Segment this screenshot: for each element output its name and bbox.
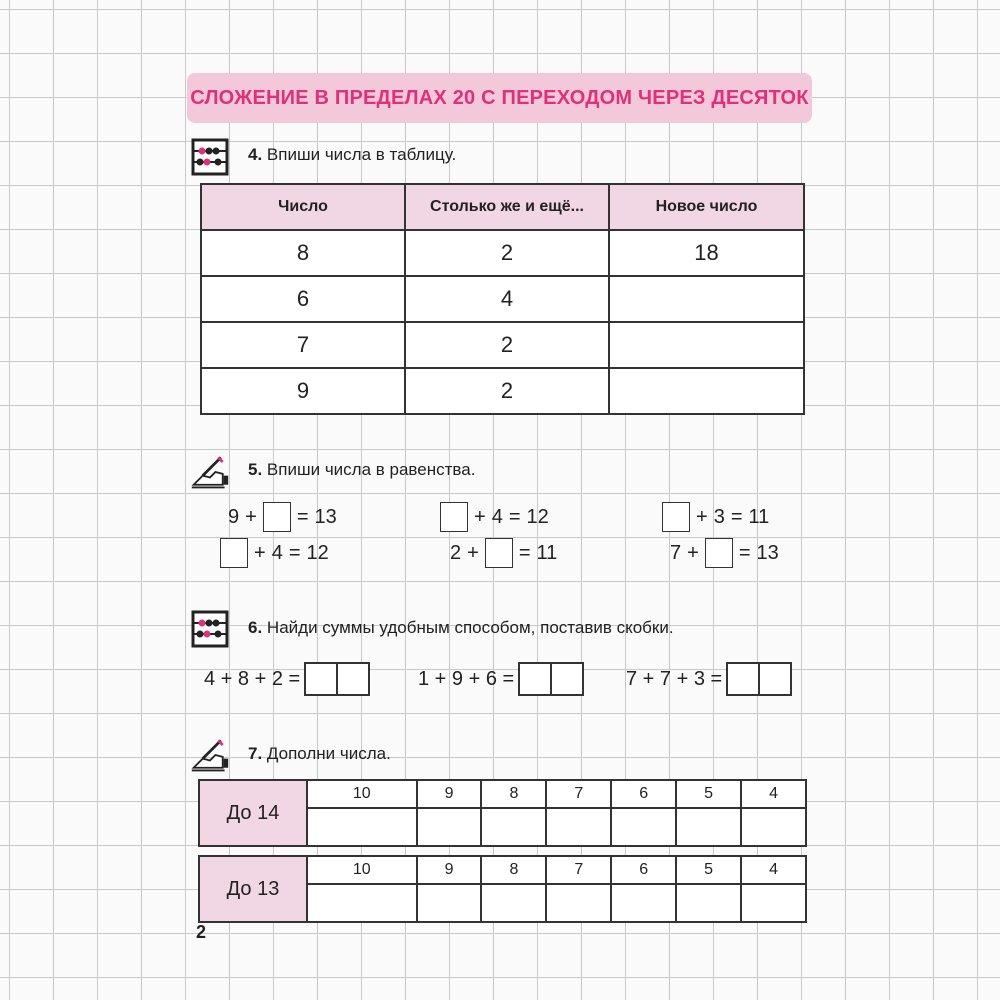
answer-box[interactable]	[263, 502, 291, 532]
answer-cell[interactable]	[676, 808, 741, 846]
table-cell: 4	[405, 276, 609, 322]
answer-cell[interactable]	[546, 884, 611, 922]
task-6-heading	[248, 618, 674, 638]
result: 11	[536, 541, 558, 564]
table-row	[199, 856, 806, 884]
equals-sign: =	[296, 505, 309, 528]
expression-text: 1 + 9 + 6 =	[418, 667, 515, 690]
table-cell: 9	[417, 780, 482, 808]
table-cell: 8	[481, 856, 546, 884]
operator: +	[467, 541, 479, 564]
row-label: До 13	[199, 856, 307, 922]
answer-cell[interactable]	[546, 808, 611, 846]
answer-box[interactable]	[662, 502, 690, 532]
table-cell: 6	[201, 276, 405, 322]
task-instruction: Дополни числа.	[266, 744, 391, 763]
task-number: 6.	[248, 618, 263, 637]
operator: +	[687, 541, 699, 564]
writing-hand-icon	[190, 735, 230, 775]
two-digit-answer-box[interactable]	[726, 662, 792, 696]
operand: 4	[491, 505, 503, 528]
operand: 3	[713, 505, 725, 528]
table-cell: 9	[417, 856, 482, 884]
result: 13	[314, 505, 337, 528]
operator: +	[474, 505, 486, 528]
operand: 2	[450, 541, 462, 564]
sum-expression	[418, 662, 584, 696]
answer-cell[interactable]	[676, 884, 741, 922]
answer-cell[interactable]	[741, 808, 806, 846]
table-cell[interactable]: 18	[609, 230, 804, 276]
equation	[228, 502, 337, 532]
task-7-heading	[248, 744, 391, 764]
answer-cell[interactable]	[609, 322, 804, 368]
task-instruction: Впиши числа в равенства.	[266, 460, 476, 479]
result: 12	[306, 541, 329, 564]
abacus-icon	[190, 137, 230, 177]
answer-cell[interactable]	[481, 884, 546, 922]
table-row	[199, 780, 806, 808]
task-5-heading	[248, 460, 475, 480]
page-number: 2	[196, 922, 207, 942]
task-number: 7.	[248, 744, 263, 763]
column-header: Новое число	[609, 184, 804, 230]
result: 12	[526, 505, 549, 528]
table-cell: 6	[611, 780, 676, 808]
table-cell: 8	[201, 230, 405, 276]
table-cell: 2	[405, 230, 609, 276]
table-cell: 6	[611, 856, 676, 884]
two-digit-answer-box[interactable]	[304, 662, 370, 696]
page-title: СЛОЖЕНИЕ В ПРЕДЕЛАХ 20 С ПЕРЕХОДОМ ЧЕРЕЗ ДЕСЯТОК	[187, 73, 812, 123]
answer-cell[interactable]	[609, 368, 804, 414]
answer-box[interactable]	[440, 502, 468, 532]
table-cell: 8	[481, 780, 546, 808]
table-cell: 4	[741, 780, 806, 808]
table-cell: 7	[546, 856, 611, 884]
table-cell: 5	[676, 856, 741, 884]
task-4-heading	[248, 145, 456, 165]
equals-sign: =	[288, 541, 301, 564]
task-number: 4.	[248, 145, 263, 164]
two-digit-answer-box[interactable]	[518, 662, 584, 696]
equation	[450, 538, 557, 568]
operand: 4	[271, 541, 283, 564]
answer-box[interactable]	[705, 538, 733, 568]
table-cell: 9	[201, 368, 405, 414]
table-header-row	[201, 184, 804, 230]
table-cell: 4	[741, 856, 806, 884]
operator: +	[245, 505, 257, 528]
answer-cell[interactable]	[741, 884, 806, 922]
equals-sign: =	[738, 541, 751, 564]
answer-cell[interactable]	[307, 884, 417, 922]
operand: 9	[228, 505, 240, 528]
column-header: Столько же и ещё...	[405, 184, 609, 230]
answer-cell[interactable]	[481, 808, 546, 846]
complement-table-13	[198, 855, 807, 923]
equals-sign: =	[518, 541, 531, 564]
task-instruction: Найди суммы удобным способом, поставив скобки.	[266, 618, 674, 637]
answer-cell[interactable]	[609, 276, 804, 322]
answer-cell[interactable]	[611, 884, 676, 922]
answer-cell[interactable]	[417, 884, 482, 922]
table-row	[201, 322, 804, 368]
equals-sign: =	[730, 505, 743, 528]
column-header: Число	[201, 184, 405, 230]
equation	[440, 502, 549, 532]
answer-cell[interactable]	[307, 808, 417, 846]
operator: +	[254, 541, 266, 564]
sum-expression	[626, 662, 792, 696]
table-cell: 2	[405, 368, 609, 414]
expression-text: 7 + 7 + 3 =	[626, 667, 723, 690]
table-cell: 10	[307, 856, 417, 884]
result: 13	[756, 541, 779, 564]
equation	[220, 538, 329, 568]
result: 11	[748, 505, 770, 528]
row-label: До 14	[199, 780, 307, 846]
table-cell: 10	[307, 780, 417, 808]
number-table	[200, 183, 805, 415]
table-row	[201, 276, 804, 322]
operator: +	[696, 505, 708, 528]
answer-box[interactable]	[220, 538, 248, 568]
answer-box[interactable]	[485, 538, 513, 568]
answer-cell[interactable]	[611, 808, 676, 846]
equals-sign: =	[508, 505, 521, 528]
abacus-icon	[190, 609, 230, 649]
table-row	[201, 368, 804, 414]
operand: 7	[670, 541, 682, 564]
equation	[662, 502, 769, 532]
equation	[670, 538, 779, 568]
task-instruction: Впиши числа в таблицу.	[266, 145, 457, 164]
table-row	[201, 230, 804, 276]
complement-table-14	[198, 779, 807, 847]
task-number: 5.	[248, 460, 263, 479]
answer-cell[interactable]	[417, 808, 482, 846]
table-cell: 7	[201, 322, 405, 368]
table-cell: 7	[546, 780, 611, 808]
sum-expression	[204, 662, 370, 696]
writing-hand-icon	[190, 452, 230, 492]
expression-text: 4 + 8 + 2 =	[204, 667, 301, 690]
table-cell: 5	[676, 780, 741, 808]
table-cell: 2	[405, 322, 609, 368]
